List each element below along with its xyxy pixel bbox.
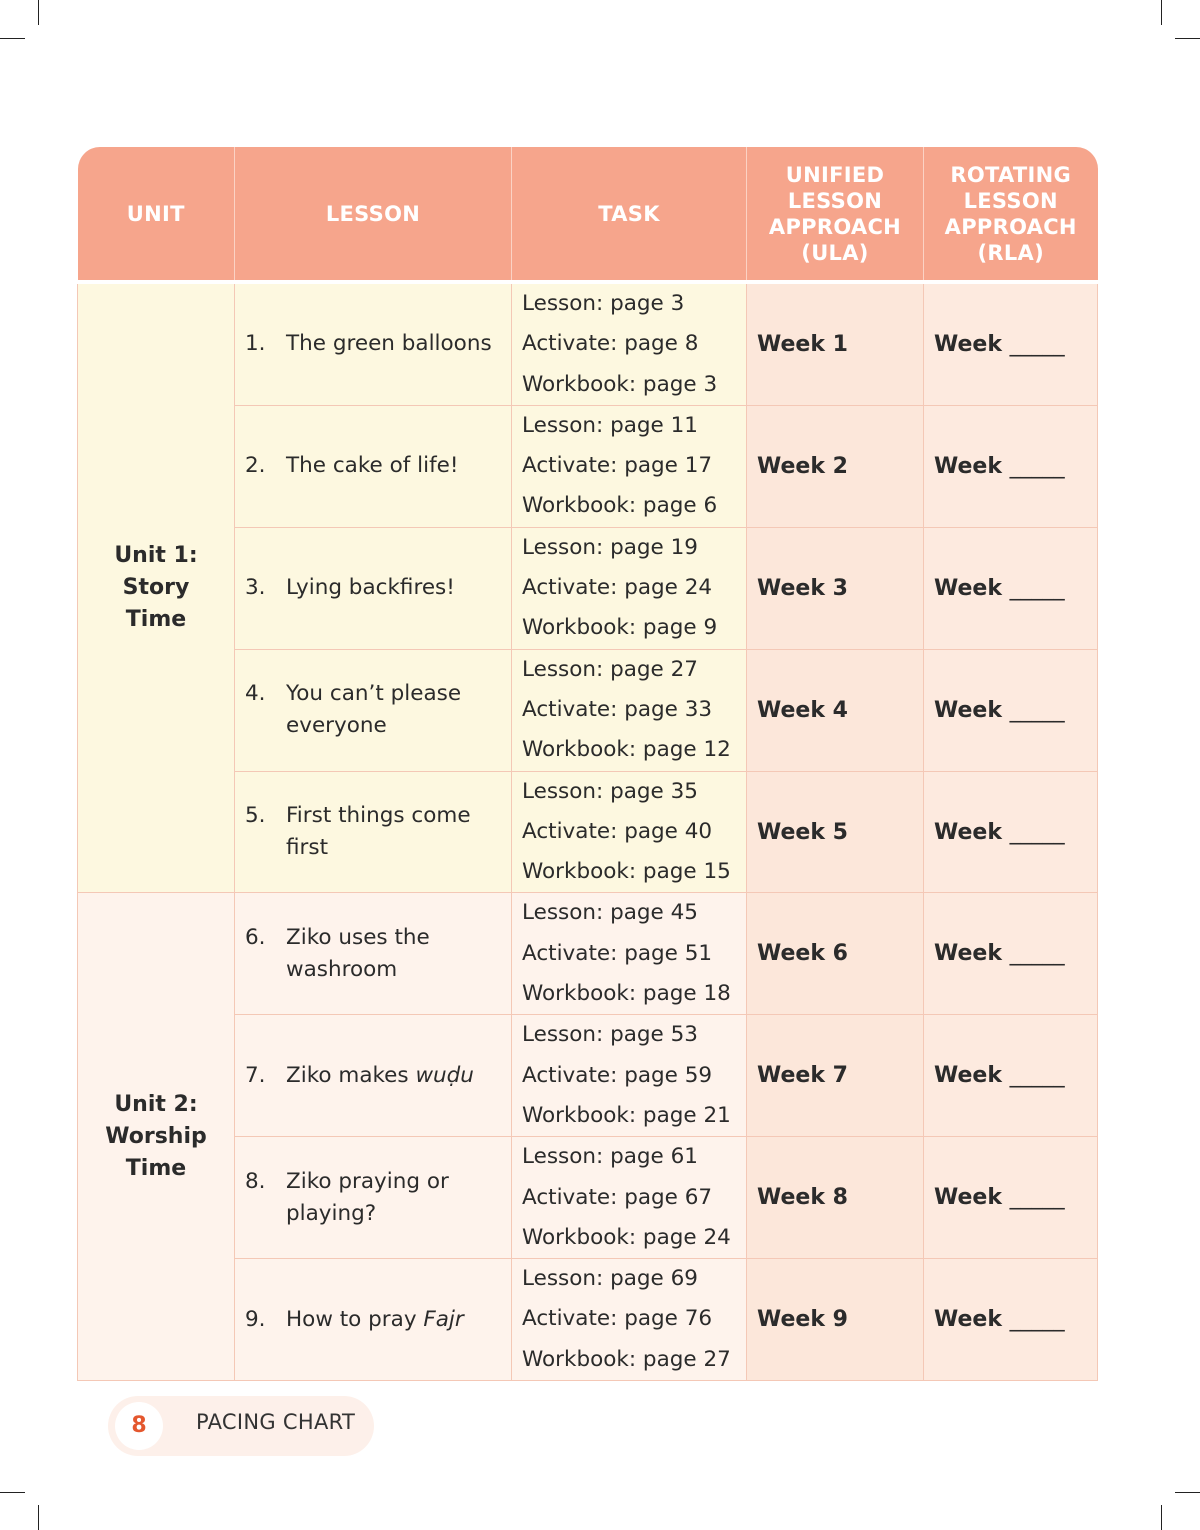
rla-blank: _____ bbox=[1009, 575, 1065, 601]
task-workbook: Workbook: page 21 bbox=[522, 1102, 731, 1128]
page-number: 8 bbox=[115, 1402, 163, 1450]
footer-label: PACING CHART bbox=[196, 1410, 356, 1434]
unit-name-line: Time bbox=[125, 607, 187, 633]
task-workbook: Workbook: page 27 bbox=[522, 1346, 731, 1372]
rla-week-label: Week bbox=[934, 331, 1002, 357]
rla-week-label: Week bbox=[934, 941, 1002, 967]
rla-week bbox=[924, 893, 1098, 1015]
rla-week-label: Week bbox=[934, 819, 1002, 845]
header-ula bbox=[747, 147, 924, 282]
task-activate: Activate: page 8 bbox=[522, 331, 699, 357]
header-rla bbox=[924, 147, 1098, 282]
task-cell bbox=[512, 893, 747, 1015]
crop-mark bbox=[1161, 1505, 1162, 1530]
unit-name-line: Unit 2: bbox=[114, 1091, 198, 1117]
ula-week: Week 3 bbox=[747, 527, 924, 649]
lesson-title bbox=[286, 922, 511, 986]
ula-week: Week 6 bbox=[747, 893, 924, 1015]
crop-mark bbox=[0, 1492, 25, 1493]
task-cell bbox=[512, 527, 747, 649]
rla-blank: _____ bbox=[1009, 331, 1065, 357]
rla-week bbox=[924, 405, 1098, 527]
table-row bbox=[78, 282, 1098, 405]
rla-week-label: Week bbox=[934, 1185, 1002, 1211]
lesson-title bbox=[286, 1166, 511, 1230]
rla-week-label: Week bbox=[934, 697, 1002, 723]
rla-week bbox=[924, 1015, 1098, 1137]
header-row bbox=[78, 147, 1098, 282]
header-ula-line: APPROACH bbox=[768, 214, 902, 239]
rla-week-label: Week bbox=[934, 575, 1002, 601]
crop-mark bbox=[0, 38, 25, 39]
lesson-title bbox=[286, 572, 511, 604]
header-rla-line: LESSON bbox=[963, 188, 1058, 213]
task-activate: Activate: page 33 bbox=[522, 696, 713, 722]
task-workbook: Workbook: page 15 bbox=[522, 859, 731, 885]
task-activate: Activate: page 17 bbox=[522, 453, 713, 479]
lesson-title bbox=[286, 450, 511, 482]
crop-mark bbox=[38, 0, 39, 25]
rla-week-label: Week bbox=[934, 1063, 1002, 1089]
lesson-number: 4. bbox=[245, 681, 266, 707]
lesson-number: 8. bbox=[245, 1168, 266, 1194]
table-row bbox=[78, 893, 1098, 1015]
lesson-cell bbox=[235, 527, 512, 649]
task-lesson: Lesson: page 11 bbox=[522, 412, 698, 438]
task-activate: Activate: page 40 bbox=[522, 818, 713, 844]
lesson-cell bbox=[235, 1259, 512, 1381]
lesson-cell bbox=[235, 893, 512, 1015]
lesson-number: 7. bbox=[245, 1062, 266, 1088]
task-lesson: Lesson: page 45 bbox=[522, 900, 698, 926]
ula-week: Week 1 bbox=[747, 282, 924, 405]
rla-week-label: Week bbox=[934, 1307, 1002, 1333]
rla-week bbox=[924, 771, 1098, 893]
header-unit: UNIT bbox=[78, 147, 235, 282]
task-workbook: Workbook: page 9 bbox=[522, 615, 718, 641]
lesson-title-line: Ziko uses the bbox=[286, 924, 430, 950]
task-cell bbox=[512, 1015, 747, 1137]
lesson-number: 6. bbox=[245, 924, 266, 950]
rla-week-label: Week bbox=[934, 453, 1002, 479]
header-rla-line: APPROACH bbox=[944, 214, 1077, 239]
task-cell bbox=[512, 282, 747, 405]
rla-week bbox=[924, 527, 1098, 649]
header-rla-line: ROTATING bbox=[950, 162, 1072, 187]
lesson-title bbox=[286, 1304, 511, 1336]
task-cell bbox=[512, 649, 747, 771]
rla-blank: _____ bbox=[1009, 1307, 1065, 1333]
task-activate: Activate: page 76 bbox=[522, 1306, 713, 1332]
lesson-title-line: Ziko praying or bbox=[286, 1168, 449, 1194]
task-cell bbox=[512, 405, 747, 527]
lesson-number: 5. bbox=[245, 803, 266, 828]
lesson-title bbox=[286, 328, 511, 360]
unit-name-line: Unit 1: bbox=[114, 543, 198, 569]
rla-week bbox=[924, 649, 1098, 771]
lesson-title-italic: wuḍu bbox=[415, 1062, 474, 1088]
rla-blank: _____ bbox=[1009, 453, 1065, 479]
ula-week: Week 4 bbox=[747, 649, 924, 771]
task-activate: Activate: page 67 bbox=[522, 1184, 713, 1210]
task-lesson: Lesson: page 61 bbox=[522, 1144, 698, 1170]
task-cell bbox=[512, 1259, 747, 1381]
header-rla-line: (RLA) bbox=[977, 240, 1044, 265]
unit-cell-1 bbox=[78, 282, 235, 893]
task-lesson: Lesson: page 27 bbox=[522, 656, 698, 682]
lesson-cell bbox=[235, 1137, 512, 1259]
lesson-title bbox=[286, 800, 511, 864]
crop-mark bbox=[38, 1505, 39, 1530]
task-lesson: Lesson: page 53 bbox=[522, 1022, 698, 1048]
rla-blank: _____ bbox=[1009, 1185, 1065, 1211]
ula-week: Week 9 bbox=[747, 1259, 924, 1381]
lesson-title-line: playing? bbox=[286, 1200, 377, 1226]
header-ula-line: LESSON bbox=[787, 188, 883, 213]
rla-blank: _____ bbox=[1009, 1063, 1065, 1089]
rla-week bbox=[924, 282, 1098, 405]
task-workbook: Workbook: page 18 bbox=[522, 981, 731, 1007]
lesson-title bbox=[286, 1060, 511, 1092]
task-workbook: Workbook: page 12 bbox=[522, 737, 731, 763]
lesson-number: 9. bbox=[245, 1306, 266, 1332]
unit-name-line: Story bbox=[122, 575, 190, 601]
lesson-title-line: First things come bbox=[286, 803, 471, 828]
header-ula-line: UNIFIED bbox=[785, 162, 885, 187]
pacing-chart-table bbox=[77, 147, 1098, 1381]
lesson-title-line: Lying backfires! bbox=[286, 575, 455, 601]
task-activate: Activate: page 51 bbox=[522, 940, 713, 966]
lesson-title-line: everyone bbox=[286, 713, 387, 739]
lesson-title-text: Ziko makes bbox=[286, 1062, 416, 1088]
task-lesson: Lesson: page 19 bbox=[522, 534, 698, 560]
ula-week: Week 2 bbox=[747, 405, 924, 527]
ula-week: Week 7 bbox=[747, 1015, 924, 1137]
rla-blank: _____ bbox=[1009, 941, 1065, 967]
lesson-title bbox=[286, 678, 511, 742]
unit-name-line: Time bbox=[125, 1155, 187, 1181]
task-lesson: Lesson: page 35 bbox=[522, 778, 698, 804]
task-workbook: Workbook: page 6 bbox=[522, 493, 718, 519]
unit-name-line: Worship bbox=[105, 1123, 207, 1149]
header-lesson: LESSON bbox=[235, 147, 512, 282]
lesson-number: 3. bbox=[245, 575, 266, 601]
task-workbook: Workbook: page 3 bbox=[522, 371, 718, 397]
ula-week: Week 8 bbox=[747, 1137, 924, 1259]
lesson-cell bbox=[235, 282, 512, 405]
rla-blank: _____ bbox=[1009, 697, 1065, 723]
task-activate: Activate: page 24 bbox=[522, 575, 713, 601]
task-activate: Activate: page 59 bbox=[522, 1062, 713, 1088]
lesson-cell bbox=[235, 405, 512, 527]
rla-week bbox=[924, 1137, 1098, 1259]
task-cell bbox=[512, 1137, 747, 1259]
crop-mark bbox=[1175, 38, 1200, 39]
lesson-number: 1. bbox=[245, 331, 266, 357]
crop-mark bbox=[1161, 0, 1162, 25]
lesson-title-text: How to pray bbox=[286, 1306, 424, 1332]
lesson-number: 2. bbox=[245, 453, 266, 479]
pacing-chart-table-container bbox=[77, 147, 1097, 1381]
lesson-cell bbox=[235, 649, 512, 771]
lesson-title-line: The cake of life! bbox=[286, 453, 459, 479]
task-workbook: Workbook: page 24 bbox=[522, 1224, 731, 1250]
task-lesson: Lesson: page 3 bbox=[522, 291, 685, 316]
task-lesson: Lesson: page 69 bbox=[522, 1266, 698, 1292]
ula-week: Week 5 bbox=[747, 771, 924, 893]
rla-blank: _____ bbox=[1009, 819, 1065, 845]
lesson-title-line: washroom bbox=[286, 956, 398, 982]
lesson-title-line: You can’t please bbox=[286, 681, 462, 707]
task-cell bbox=[512, 771, 747, 893]
lesson-cell bbox=[235, 1015, 512, 1137]
lesson-title-italic: Fajr bbox=[423, 1306, 464, 1332]
lesson-title-line: The green balloons bbox=[286, 331, 492, 357]
header-ula-line: (ULA) bbox=[801, 240, 869, 265]
lesson-cell bbox=[235, 771, 512, 893]
unit-cell-2 bbox=[78, 893, 235, 1381]
rla-week bbox=[924, 1259, 1098, 1381]
crop-mark bbox=[1175, 1492, 1200, 1493]
lesson-title-line: first bbox=[286, 835, 329, 860]
header-task: TASK bbox=[512, 147, 747, 282]
